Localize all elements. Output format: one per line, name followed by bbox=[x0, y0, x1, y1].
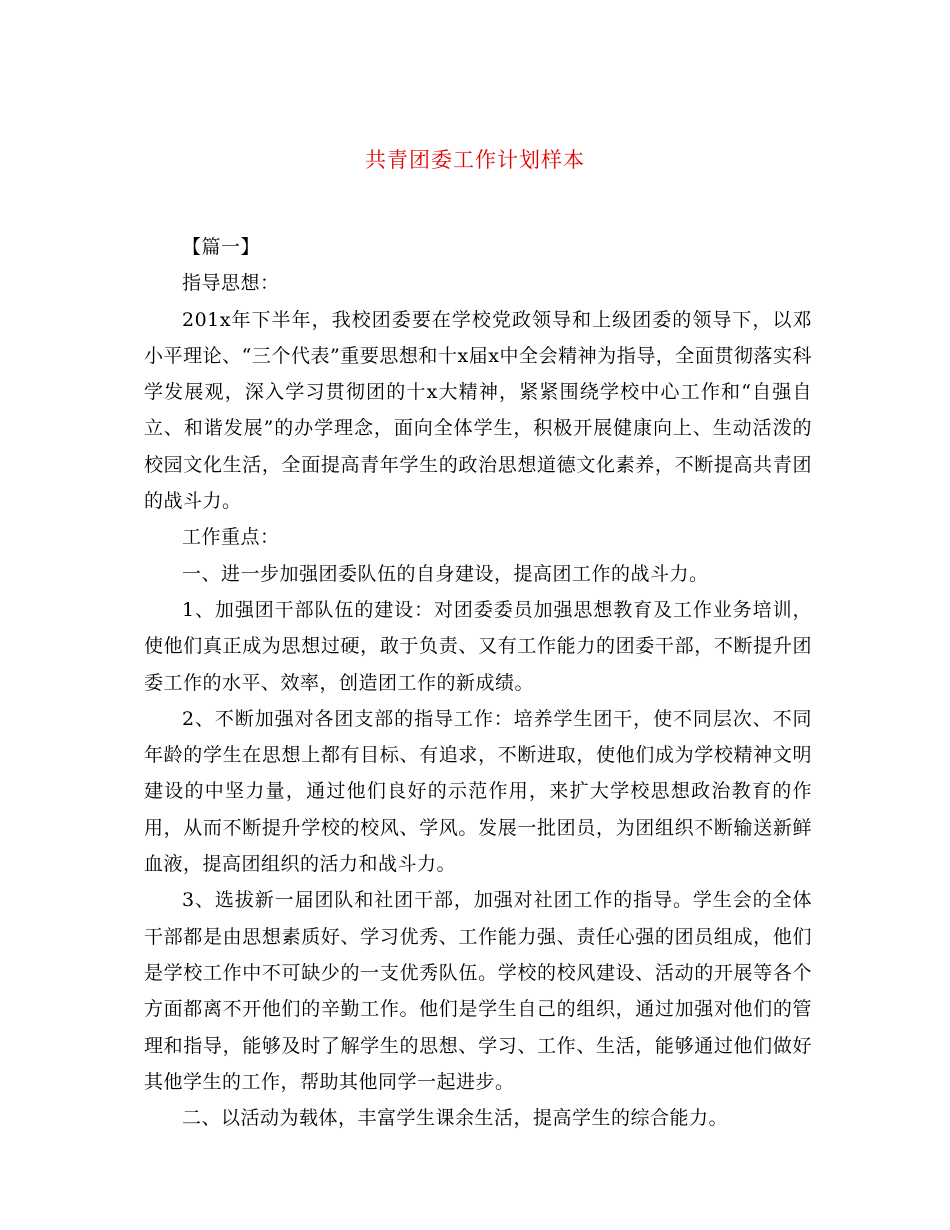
subheading-guiding-ideology: 指导思想： bbox=[182, 272, 280, 295]
paragraph-guiding-ideology: 201x年下半年，我校团委要在学校党政领导和上级团委的领导下，以邓小平理论、“三个代表”重要思想和十x届x中全会精神为指导，全面贯彻落实科学发展观，深入学习贯彻团的十x大精神，紧紧围绕学校中心工作和“自强自立、和谐发展”的办学理念，面向全体学生，积极开展健康向上、生动活泼的校园文化生活，全面提高青年学生的政治思想道德文化素养，不断提高共青团的战斗力。 bbox=[144, 308, 812, 513]
paragraph-item-1: 1、加强团干部队伍的建设：对团委委员加强思想教育及工作业务培训，使他们真正成为思想过硬，敢于负责、又有工作能力的团委干部，不断提升团委工作的水平、效率，创造团工作的新成绩。 bbox=[144, 598, 812, 694]
paragraph-item-2: 2、不断加强对各团支部的指导工作：培养学生团干，使不同层次、不同年龄的学生在思想上都有目标、有追求，不断进取，使他们成为学校精神文明建设的中坚力量，通过他们良好的示范作用，来扩大学校思想政治教育的作用，从而不断提升学校的校风、学风。发展一批团员，为团组织不断输送新鲜血液，提高团组织的活力和战斗力。 bbox=[144, 707, 812, 876]
document-body bbox=[144, 229, 812, 1136]
paragraph-item-one: 一、进一步加强团委队伍的自身建设，提高团工作的战斗力。 bbox=[182, 562, 709, 585]
subheading-work-focus: 工作重点： bbox=[182, 526, 280, 549]
paragraph-item-two: 二、以活动为载体，丰富学生课余生活，提高学生的综合能力。 bbox=[182, 1107, 729, 1130]
paragraph-item-3: 3、选拔新一届团队和社团干部，加强对社团工作的指导。学生会的全体干部都是由思想素质好、学习优秀、工作能力强、责任心强的团员组成，他们是学校工作中不可缺少的一支优秀队伍。学校的校风建设、活动的开展等各个方面都离不开他们的辛勤工作。他们是学生自己的组织，通过加强对他们的管理和指导，能够及时了解学生的思想、学习、工作、生活，能够通过他们做好其他学生的工作，帮助其他同学一起进步。 bbox=[144, 889, 812, 1093]
section-heading: 【篇一】 bbox=[182, 236, 261, 258]
document-title: 共青团委工作计划样本 bbox=[365, 148, 585, 172]
